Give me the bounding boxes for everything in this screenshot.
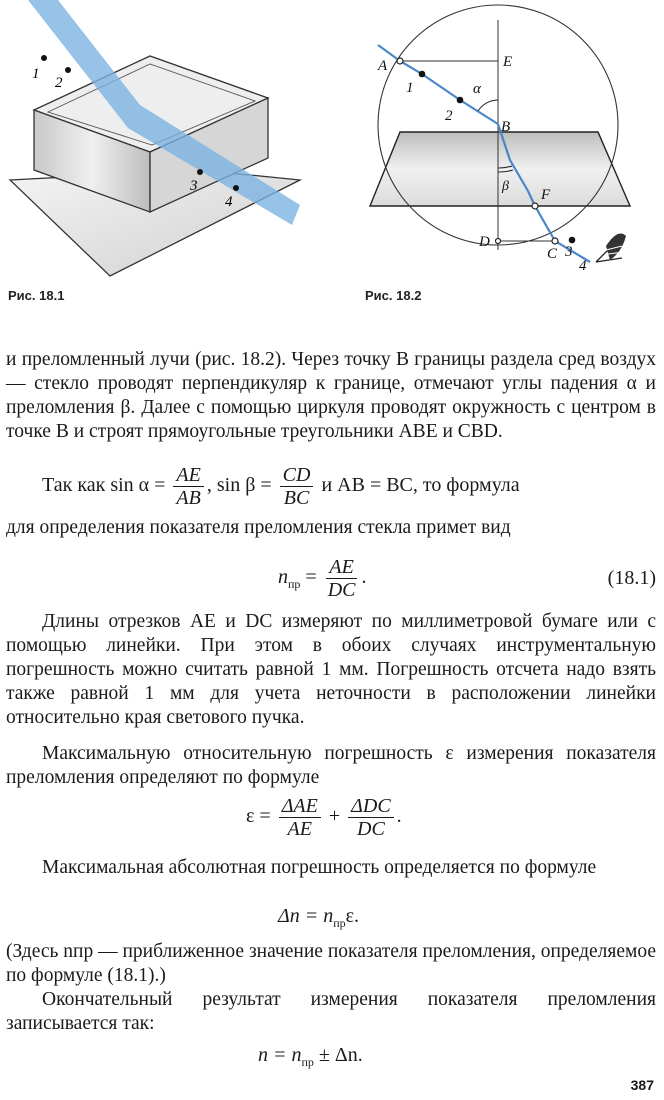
- label-e: E: [503, 54, 513, 70]
- point-f: [532, 203, 538, 209]
- formula-n-final: $n = n_{пр} \pm \Delta n$.: [258, 1044, 363, 1069]
- label-2: 2: [55, 75, 63, 91]
- label-3: 3: [565, 244, 573, 260]
- figure-18-1: [0, 0, 310, 285]
- label-f: F: [541, 187, 551, 203]
- label-c: C: [547, 246, 558, 262]
- label-2: 2: [445, 108, 453, 124]
- point-4: [233, 185, 239, 191]
- page-number: 387: [630, 1077, 654, 1093]
- point-1: [419, 71, 426, 78]
- point-3: [569, 237, 576, 244]
- text-so-start: Так как sin α =: [42, 474, 166, 497]
- label-beta: β: [502, 179, 509, 194]
- label-4: 4: [579, 258, 587, 274]
- point-2: [457, 97, 464, 104]
- paragraph-3: Длины отрезков AE и DC измеряют по миллиметровой бумаге или с помощью линейки. При этом в обоих случаях инструментальную погрешность можно считать равной 1 мм. Погрешность отсчета надо взять также равной 1 мм для учета неточности в расположении линейки относительно края светового пучка.: [6, 611, 656, 728]
- point-a: [397, 58, 403, 64]
- caption-fig-18-2: Рис. 18.2: [365, 288, 422, 303]
- eye-icon: [596, 234, 626, 262]
- point-2: [65, 67, 71, 73]
- paragraph-4: Максимальную относительную погрешность ε измерения показателя преломления определяют по формуле: [6, 743, 656, 788]
- fraction-ae-ab: $\frac{AE}{AB}$: [173, 464, 203, 509]
- exit-ray: [535, 206, 590, 262]
- paragraph-6: (Здесь nпр — приближенное значение показателя преломления, определяемое по формуле (18.1).): [6, 941, 656, 986]
- caption-fig-18-1: Рис. 18.1: [8, 288, 65, 303]
- angle-alpha-arc: [478, 100, 498, 111]
- point-d: [496, 239, 501, 244]
- label-4: 4: [225, 194, 233, 210]
- figure-18-2: [360, 0, 650, 285]
- paragraph-7: Окончательный результат измерения показателя преломления записывается так:: [6, 989, 656, 1034]
- glass-trapezoid: [370, 132, 630, 206]
- formula-18-1: $n_{пр}$ = $\frac{AE}{DC}$ .: [278, 556, 367, 601]
- text-ab-bc: и AB = BC, то формула: [321, 474, 520, 497]
- label-1: 1: [32, 66, 40, 82]
- point-3: [197, 169, 203, 175]
- formula-delta-n: $\Delta n = n_{пр}\varepsilon$.: [278, 905, 360, 930]
- equation-number-18-1: (18.1): [607, 567, 656, 589]
- point-c: [552, 238, 558, 244]
- label-3: 3: [190, 178, 198, 194]
- fraction-cd-bc: $\frac{CD}{BC}$: [280, 464, 314, 509]
- formula-epsilon: ε = $\frac{\text{ΔAE}}{AE}$ + $\frac{\text{ΔDC}}{DC}$ .: [246, 795, 402, 840]
- label-1: 1: [406, 80, 414, 96]
- point-1: [41, 55, 47, 61]
- paragraph-2-end: для определения показателя преломления стекла примет вид: [6, 517, 511, 538]
- label-alpha: α: [473, 81, 481, 97]
- label-d: D: [479, 234, 490, 250]
- paragraph-5: Максимальная абсолютная погрешность определяется по формуле: [42, 857, 597, 878]
- text-sin-beta: , sin β =: [206, 474, 272, 497]
- paragraph-1: и преломленный лучи (рис. 18.2). Через точку B границы раздела сред воздух — стекло проводят перпендикуляр к границе, отмечают углы падения α и преломления β. Далее с помощью циркуля проводят окружность с центром в точке B и строят прямоугольные треугольники ABE и CBD.: [6, 349, 656, 442]
- label-b: B: [501, 119, 511, 135]
- label-a: A: [378, 58, 388, 74]
- formula-sin-line: [42, 464, 520, 509]
